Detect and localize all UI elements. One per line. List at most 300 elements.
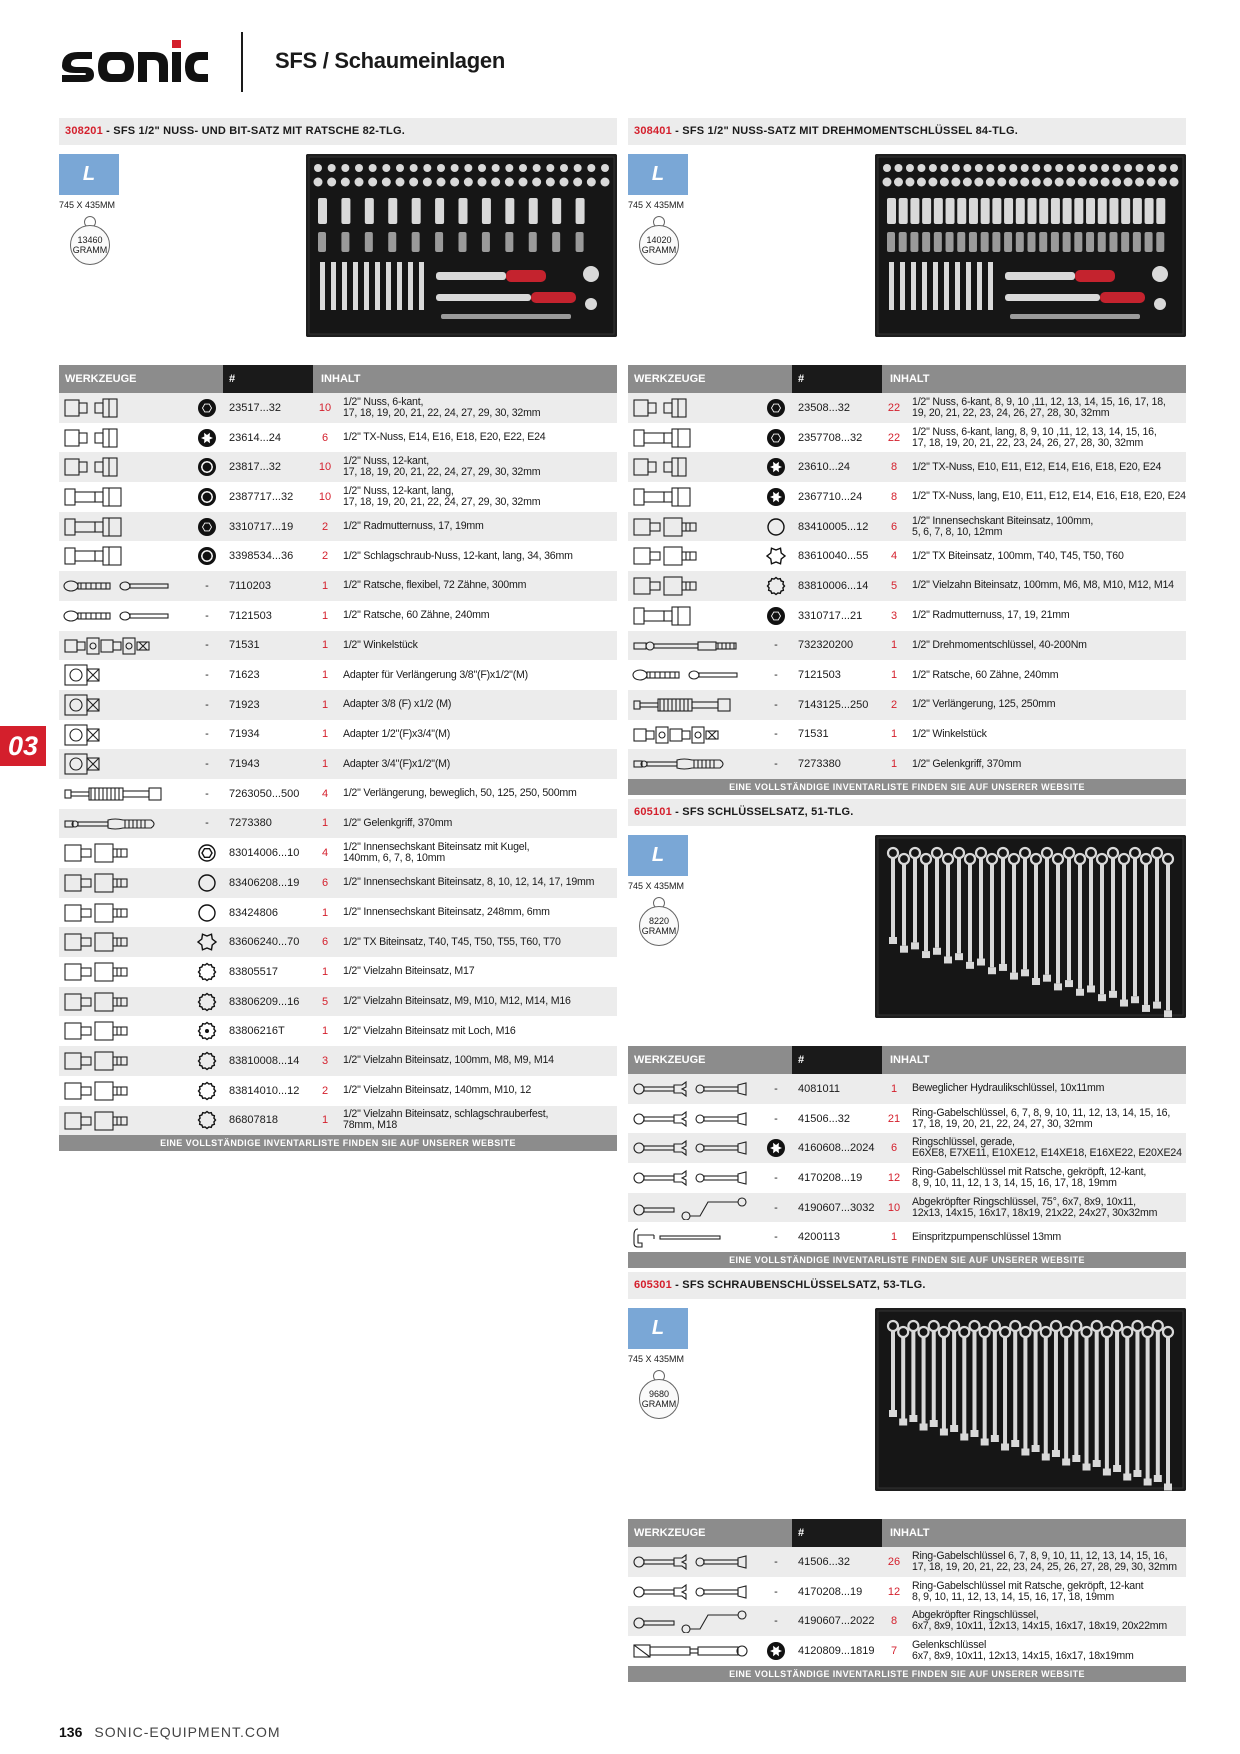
wrench-icon	[628, 1104, 760, 1134]
wrench-icon	[628, 1133, 760, 1163]
table-row[interactable]	[59, 393, 617, 423]
table-row[interactable]	[59, 541, 617, 571]
circle-profile-icon	[760, 512, 792, 542]
item-description: 1/2" Nuss, 6-kant, 17, 18, 19, 20, 21, 22, 24, 27, 29, 30, 32mm	[343, 395, 541, 419]
item-description: Adapter 3/8 (F) x1/2 (M)	[343, 698, 452, 711]
inventory-table	[628, 365, 1186, 795]
dash-icon: -	[774, 669, 778, 682]
quantity: 2	[321, 1084, 329, 1097]
bit-icon	[59, 868, 191, 898]
table-row[interactable]	[628, 1104, 1186, 1134]
twelve-profile-icon	[191, 452, 223, 482]
torx-profile-icon	[760, 1636, 792, 1666]
section-name: SFS SCHLÜSSELSATZ, 51-TLG.	[682, 806, 854, 818]
item-description: 1/2" Gelenkgriff, 370mm	[912, 757, 1022, 770]
foam-tray-image	[306, 154, 617, 337]
inventory-note[interactable]: EINE VOLLSTÄNDIGE INVENTARLISTE FINDEN SIE AUF UNSERER WEBSITE	[628, 779, 1186, 795]
quantity: 1	[890, 1082, 898, 1095]
quantity: 1	[321, 609, 329, 622]
torx-profile-icon	[760, 452, 792, 482]
item-description: 1/2" Vielzahn Biteinsatz, schlagschrauberfest, 78mm, M18	[343, 1108, 549, 1132]
item-description: 1/2" TX-Nuss, lang, E10, E11, E12, E14, E16, E18, E20, E24	[912, 490, 1186, 503]
header-divider	[241, 32, 243, 92]
article-code[interactable]: 4190607...3032	[798, 1201, 875, 1214]
page-footer	[59, 1724, 281, 1740]
table-row[interactable]	[628, 1193, 1186, 1223]
dash-icon: -	[774, 1112, 778, 1125]
article-code[interactable]: 3310717...19	[229, 520, 294, 533]
hex-profile-icon	[191, 512, 223, 542]
quantity: 1	[321, 698, 329, 711]
item-description: Ring-Gabelschlüssel mit Ratsche, gekröpft, 12-kant 8, 9, 10, 11, 12, 13, 14, 15, 16, 17, 18, 19mm	[912, 1579, 1144, 1603]
table-row[interactable]	[59, 1076, 617, 1106]
article-number[interactable]: 605301	[634, 1279, 672, 1291]
foam-tray-image	[875, 154, 1186, 337]
extension-icon	[59, 779, 191, 809]
quantity: 1	[321, 906, 329, 919]
item-description: Adapter für Verlängerung 3/8"(F)x1/2"(M)	[343, 668, 528, 681]
table-row[interactable]	[59, 809, 617, 839]
table-row[interactable]	[628, 541, 1186, 571]
table-row[interactable]	[628, 1222, 1186, 1252]
tray-dimensions: 745 X 435MM	[628, 881, 685, 891]
article-code[interactable]: 83610040...55	[798, 550, 869, 563]
quantity: 1	[890, 758, 898, 771]
section-body	[59, 145, 617, 1154]
size-badge: L	[628, 154, 688, 195]
handle-icon	[628, 749, 760, 779]
article-code[interactable]: 23610...24	[798, 461, 850, 474]
article-code[interactable]: 23614...24	[229, 431, 281, 444]
item-description: 1/2" Vielzahn Biteinsatz, M9, M10, M12, M14, M16	[343, 995, 571, 1008]
article-code[interactable]: 7121503	[798, 669, 841, 682]
dash-icon: -	[774, 758, 778, 771]
table-row[interactable]	[628, 512, 1186, 542]
size-badge: L	[628, 835, 688, 876]
table-row[interactable]	[628, 1547, 1186, 1577]
bit-icon	[59, 1046, 191, 1076]
bit-icon	[59, 927, 191, 957]
table-row[interactable]	[59, 1016, 617, 1046]
item-description: 1/2" Nuss, 12-kant, lang, 17, 18, 19, 20, 21, 22, 24, 27, 29, 30, 32mm	[343, 484, 541, 508]
hex-profile-icon	[191, 393, 223, 423]
offset-icon	[628, 1193, 760, 1223]
torx-profile-icon	[191, 423, 223, 453]
dash-icon: -	[774, 728, 778, 741]
article-code[interactable]: 86807818	[229, 1114, 278, 1127]
table-row[interactable]	[59, 601, 617, 631]
table-row[interactable]	[628, 393, 1186, 423]
article-number[interactable]: 605101	[634, 806, 672, 818]
dash-icon: -	[774, 1585, 778, 1598]
table-row[interactable]	[628, 452, 1186, 482]
hex-profile-icon	[760, 393, 792, 423]
lkey-icon	[628, 1222, 760, 1252]
article-code[interactable]: 83606240...70	[229, 936, 300, 949]
quantity: 21	[887, 1112, 901, 1125]
size-badge: L	[628, 1308, 688, 1349]
quantity: 1	[321, 728, 329, 741]
table-row[interactable]	[59, 571, 617, 601]
article-code[interactable]: 83814010...12	[229, 1084, 300, 1097]
weight-value: 13460	[77, 235, 103, 245]
handle-icon	[59, 809, 191, 839]
quantity: 1	[321, 817, 329, 830]
item-description: 1/2" Vielzahn Biteinsatz mit Loch, M16	[343, 1024, 516, 1037]
bit-icon	[59, 1106, 191, 1136]
dash-icon: -	[205, 787, 209, 800]
article-code[interactable]: 71934	[229, 728, 260, 741]
sonic-logo	[58, 36, 210, 84]
dash-icon: -	[774, 1171, 778, 1184]
adapter-icon	[59, 720, 191, 750]
item-description: Gelenkschlüssel 6x7, 8x9, 10x11, 12x13, 14x15, 16x17, 18x19mm	[912, 1638, 1134, 1662]
article-code[interactable]: 2357708...32	[798, 431, 863, 444]
weight-tag	[639, 1370, 679, 1420]
item-description: 1/2" Nuss, 6-kant, lang, 8, 9, 10 ,11, 12, 13, 14, 15, 16, 17, 18, 19, 20, 21, 22, 23, 24, 26, 27, 28, 30, 32mm	[912, 425, 1157, 449]
inventory-note[interactable]: EINE VOLLSTÄNDIGE INVENTARLISTE FINDEN SIE AUF UNSERER WEBSITE	[628, 1252, 1186, 1268]
article-code[interactable]: 83810006...14	[798, 579, 869, 592]
article-code[interactable]: 71531	[798, 728, 829, 741]
product-section-308201	[59, 118, 617, 1154]
table-row[interactable]	[628, 1074, 1186, 1104]
weight-unit: GRAMM	[72, 245, 108, 255]
item-description: 1/2" TX Biteinsatz, T40, T45, T50, T55, T60, T70	[343, 935, 561, 948]
product-section-308401	[628, 118, 1186, 797]
quantity: 8	[890, 1615, 898, 1628]
dash-icon: -	[774, 1201, 778, 1214]
dash-icon: -	[205, 639, 209, 652]
table-row[interactable]	[628, 423, 1186, 453]
title-separator: -	[671, 806, 683, 818]
article-code[interactable]: 83805517	[229, 965, 278, 978]
torque-icon	[628, 631, 760, 661]
section-name: SFS 1/2" NUSS-SATZ MIT DREHMOMENTSCHLÜSSEL 84-TLG.	[682, 125, 1018, 137]
table-row[interactable]	[628, 601, 1186, 631]
spline-profile-icon	[760, 571, 792, 601]
article-code[interactable]: 83806209...16	[229, 995, 300, 1008]
item-description: 1/2" TX Biteinsatz, 100mm, T40, T45, T50, T60	[912, 549, 1124, 562]
article-code[interactable]: 3310717...21	[798, 609, 863, 622]
article-code[interactable]: 23508...32	[798, 401, 850, 414]
bit-icon	[59, 987, 191, 1017]
header-tools: WERKZEUGE	[634, 1527, 706, 1539]
item-description: 1/2" Radmutternuss, 17, 19, 21mm	[912, 609, 1070, 622]
article-code[interactable]: 4160608...2024	[798, 1142, 875, 1155]
socket-long-icon	[628, 423, 760, 453]
bit-icon	[59, 957, 191, 987]
item-description: Abgekröpfter Ringschlüssel, 6x7, 8x9, 10x11, 12x13, 14x15, 16x17, 18x19, 20x22mm	[912, 1609, 1168, 1633]
item-description: Adapter 3/4"(F)x1/2"(M)	[343, 757, 451, 770]
item-description: 1/2" Innensechskant Biteinsatz, 100mm, 5, 6, 7, 8, 10, 12mm	[912, 514, 1094, 538]
item-description: Adapter 1/2"(F)x3/4"(M)	[343, 727, 451, 740]
dash-icon: -	[205, 669, 209, 682]
header-number: #	[792, 365, 882, 393]
foam-tray-image	[875, 1308, 1186, 1491]
article-code[interactable]: 2387717...32	[229, 490, 294, 503]
weight-tag-disc	[639, 225, 679, 265]
article-code[interactable]: 4170208...19	[798, 1171, 863, 1184]
item-description: 1/2" Nuss, 12-kant, 17, 18, 19, 20, 21, 22, 24, 27, 29, 30, 32mm	[343, 455, 541, 479]
table-row[interactable]	[59, 868, 617, 898]
inventory-table	[628, 1519, 1186, 1682]
article-code[interactable]: 4190607...2022	[798, 1615, 875, 1628]
foam-tray-graphic	[875, 154, 1186, 337]
weight-tag	[639, 897, 679, 947]
table-row[interactable]	[628, 749, 1186, 779]
article-number[interactable]: 308401	[634, 125, 672, 137]
inventory-table	[628, 1046, 1186, 1268]
star-profile-icon	[760, 541, 792, 571]
article-code[interactable]: 41506...32	[798, 1112, 850, 1125]
quantity: 6	[321, 876, 329, 889]
quantity: 5	[890, 579, 898, 592]
header-number: #	[223, 365, 313, 393]
quantity: 1	[321, 1025, 329, 1038]
table-row[interactable]	[59, 927, 617, 957]
item-description: 1/2" Ratsche, 60 Zähne, 240mm	[343, 609, 490, 622]
article-code[interactable]: 732320200	[798, 639, 854, 652]
article-code[interactable]: 7273380	[798, 758, 841, 771]
article-code[interactable]: 3398534...36	[229, 550, 294, 563]
table-row[interactable]	[59, 660, 617, 690]
table-row[interactable]	[628, 631, 1186, 661]
bit-icon	[628, 571, 760, 601]
article-code[interactable]: 7263050...500	[229, 787, 300, 800]
table-row[interactable]	[59, 898, 617, 928]
article-code[interactable]: 7110203	[229, 579, 272, 592]
dash-icon: -	[205, 817, 209, 830]
chapter-tab[interactable]: 03	[0, 726, 46, 766]
quantity: 5	[321, 995, 329, 1008]
wrench-icon	[628, 1074, 760, 1104]
table-row[interactable]	[628, 571, 1186, 601]
socket-long-icon	[59, 512, 191, 542]
item-description: 1/2" TX-Nuss, E14, E16, E18, E20, E22, E24	[343, 431, 546, 444]
twelve-profile-icon	[191, 482, 223, 512]
header-tools: WERKZEUGE	[634, 373, 706, 385]
item-description: Ring-Gabelschlüssel mit Ratsche, gekröpft, 12-kant, 8, 9, 10, 11, 12, 1 3, 14, 15, 16, 17, 18, 19mm	[912, 1165, 1147, 1189]
table-row[interactable]	[59, 1106, 617, 1136]
foam-tray-image	[875, 835, 1186, 1018]
table-row[interactable]	[628, 720, 1186, 750]
article-code[interactable]: 7121503	[229, 609, 272, 622]
quantity: 1	[321, 639, 329, 652]
spline-profile-icon	[191, 1076, 223, 1106]
table-row[interactable]	[59, 987, 617, 1017]
article-code[interactable]: 4120809...1819	[798, 1644, 875, 1657]
table-header	[628, 1046, 1186, 1074]
twelve-profile-icon	[191, 541, 223, 571]
inventory-note[interactable]: EINE VOLLSTÄNDIGE INVENTARLISTE FINDEN SIE AUF UNSERER WEBSITE	[59, 1135, 617, 1151]
star-profile-icon	[191, 927, 223, 957]
table-body	[59, 393, 617, 1135]
extension-icon	[628, 690, 760, 720]
section-name: SFS 1/2" NUSS- UND BIT-SATZ MIT RATSCHE 82-TLG.	[113, 125, 405, 137]
table-row[interactable]	[59, 423, 617, 453]
table-row[interactable]	[628, 1133, 1186, 1163]
quantity: 6	[321, 936, 329, 949]
quantity: 1	[321, 965, 329, 978]
item-description: 1/2" TX-Nuss, E10, E11, E12, E14, E16, E18, E20, E24	[912, 460, 1162, 473]
tray-dimensions: 745 X 435MM	[628, 200, 685, 210]
table-body	[628, 393, 1186, 779]
quantity: 1	[890, 639, 898, 652]
item-description: 1/2" Vielzahn Biteinsatz, 100mm, M8, M9, M14	[343, 1054, 554, 1067]
table-row[interactable]	[59, 838, 617, 868]
table-row[interactable]	[59, 749, 617, 779]
product-section-605301	[628, 1272, 1186, 1684]
website-link[interactable]: SONIC-EQUIPMENT.COM	[94, 1724, 281, 1740]
adapter-icon	[59, 690, 191, 720]
item-description: Ring-Gabelschlüssel, 6, 7, 8, 9, 10, 11, 12, 13, 14, 15, 16, 17, 18, 19, 20, 21, 22, 24, 27, 30, 32mm	[912, 1106, 1171, 1130]
article-code[interactable]: 71531	[229, 639, 260, 652]
table-row[interactable]	[628, 1606, 1186, 1636]
table-header	[628, 1519, 1186, 1547]
item-description: 1/2" Schlagschraub-Nuss, 12-kant, lang, 34, 36mm	[343, 549, 573, 562]
weight-unit: GRAMM	[641, 245, 677, 255]
table-row[interactable]	[59, 631, 617, 661]
socket-long-icon	[59, 541, 191, 571]
title-separator: -	[671, 125, 683, 137]
wrench-icon	[628, 1163, 760, 1193]
article-code[interactable]: 2367710...24	[798, 490, 863, 503]
article-code[interactable]: 4081011	[798, 1082, 841, 1095]
article-code[interactable]: 23517...32	[229, 401, 281, 414]
weight-value: 9680	[648, 1389, 670, 1399]
article-code[interactable]: 71623	[229, 669, 260, 682]
quantity: 2	[321, 520, 329, 533]
table-row[interactable]	[59, 779, 617, 809]
quantity: 6	[890, 1142, 898, 1155]
dash-icon: -	[774, 1615, 778, 1628]
header-tools: WERKZEUGE	[65, 373, 137, 385]
hexball-profile-icon	[191, 838, 223, 868]
article-code[interactable]: 23817...32	[229, 461, 281, 474]
table-row[interactable]	[628, 660, 1186, 690]
article-code[interactable]: 4170208...19	[798, 1585, 863, 1598]
socket-short-icon	[59, 393, 191, 423]
quantity: 1	[890, 728, 898, 741]
article-code[interactable]: 83406208...19	[229, 876, 300, 889]
table-row[interactable]	[59, 690, 617, 720]
hex-profile-icon	[760, 601, 792, 631]
weight-tag	[639, 216, 679, 266]
dash-icon: -	[774, 1082, 778, 1095]
item-description: 1/2" Verlängerung, 125, 250mm	[912, 698, 1056, 711]
ratchet-icon	[59, 571, 191, 601]
weight-value: 14020	[646, 235, 672, 245]
quantity: 4	[890, 550, 898, 563]
quantity: 12	[887, 1171, 901, 1184]
swivel-icon	[628, 1636, 760, 1666]
spline-profile-icon	[191, 1106, 223, 1136]
item-description: 1/2" Ratsche, flexibel, 72 Zähne, 300mm	[343, 579, 527, 592]
bit-icon	[59, 1076, 191, 1106]
item-description: Beweglicher Hydraulikschlüssel, 10x11mm	[912, 1082, 1105, 1095]
section-title	[628, 118, 1186, 145]
item-description: 1/2" Gelenkgriff, 370mm	[343, 816, 453, 829]
torx-profile-icon	[760, 1133, 792, 1163]
weight-tag-disc	[70, 225, 110, 265]
article-code[interactable]: 83410005...12	[798, 520, 869, 533]
article-code[interactable]: 83810008...14	[229, 1054, 300, 1067]
table-row[interactable]	[628, 482, 1186, 512]
table-row[interactable]	[59, 482, 617, 512]
dash-icon: -	[205, 579, 209, 592]
spline-profile-icon	[191, 987, 223, 1017]
article-code[interactable]: 71923	[229, 698, 260, 711]
bit-icon	[59, 838, 191, 868]
header-number: #	[792, 1046, 882, 1074]
table-row[interactable]	[59, 1046, 617, 1076]
wrench-icon	[628, 1577, 760, 1607]
table-header	[628, 365, 1186, 393]
article-code[interactable]: 83806216T	[229, 1025, 285, 1038]
socket-long-icon	[628, 482, 760, 512]
header-number: #	[792, 1519, 882, 1547]
table-row[interactable]	[59, 720, 617, 750]
item-description: 1/2" Winkelstück	[343, 638, 418, 651]
article-code[interactable]: 71943	[229, 758, 260, 771]
quantity: 10	[318, 401, 332, 414]
dash-icon: -	[774, 1555, 778, 1568]
quantity: 8	[890, 490, 898, 503]
weight-unit: GRAMM	[641, 926, 677, 936]
socket-long-icon	[59, 482, 191, 512]
bit-icon	[59, 898, 191, 928]
table-body	[628, 1547, 1186, 1666]
article-code[interactable]: 41506...32	[798, 1555, 850, 1568]
section-body	[628, 145, 1186, 797]
article-number[interactable]: 308201	[65, 125, 103, 137]
inventory-note[interactable]: EINE VOLLSTÄNDIGE INVENTARLISTE FINDEN SIE AUF UNSERER WEBSITE	[628, 1666, 1186, 1682]
table-row[interactable]	[628, 690, 1186, 720]
article-code[interactable]: 7273380	[229, 817, 272, 830]
weight-tag-disc	[639, 1379, 679, 1419]
hex-profile-icon	[760, 423, 792, 453]
item-description: 1/2" Innensechskant Biteinsatz, 8, 10, 12, 14, 17, 19mm	[343, 876, 595, 889]
table-row[interactable]	[59, 452, 617, 482]
header-content: INHALT	[890, 1054, 930, 1066]
table-row[interactable]	[628, 1577, 1186, 1607]
table-row[interactable]	[59, 512, 617, 542]
circle-profile-icon	[191, 868, 223, 898]
bit-icon	[59, 1016, 191, 1046]
item-description: Ringschlüssel, gerade, E6XE8, E7XE11, E10XE12, E14XE18, E16XE22, E20XE24	[912, 1136, 1182, 1160]
dash-icon: -	[774, 1231, 778, 1244]
quantity: 22	[887, 401, 901, 414]
article-code[interactable]: 83424806	[229, 906, 278, 919]
quantity: 1	[321, 1114, 329, 1127]
item-description: 1/2" Verlängerung, beweglich, 50, 125, 250, 500mm	[343, 787, 577, 800]
article-code[interactable]: 4200113	[798, 1231, 841, 1244]
ratchet-icon	[628, 660, 760, 690]
quantity: 1	[321, 669, 329, 682]
table-row[interactable]	[628, 1636, 1186, 1666]
dash-icon: -	[205, 728, 209, 741]
item-description: 1/2" Nuss, 6-kant, 8, 9, 10 ,11, 12, 13, 14, 15, 16, 17, 18, 19, 20, 21, 22, 23, 24, 26, 27, 28, 30, 32mm	[912, 395, 1166, 419]
table-row[interactable]	[59, 957, 617, 987]
tray-dimensions: 745 X 435MM	[59, 200, 116, 210]
quantity: 6	[321, 431, 329, 444]
page-title: SFS / Schaumeinlagen	[275, 48, 505, 73]
quantity: 3	[321, 1054, 329, 1067]
article-code[interactable]: 7143125...250	[798, 698, 869, 711]
table-row[interactable]	[628, 1163, 1186, 1193]
item-description: Ring-Gabelschlüssel 6, 7, 8, 9, 10, 11, 12, 13, 14, 15, 16, 17, 18, 19, 20, 21, 22, 23, 24, 25, 26, 27, 28, 29, 30, 32mm	[912, 1549, 1177, 1573]
article-code[interactable]: 83014006...10	[229, 847, 300, 860]
